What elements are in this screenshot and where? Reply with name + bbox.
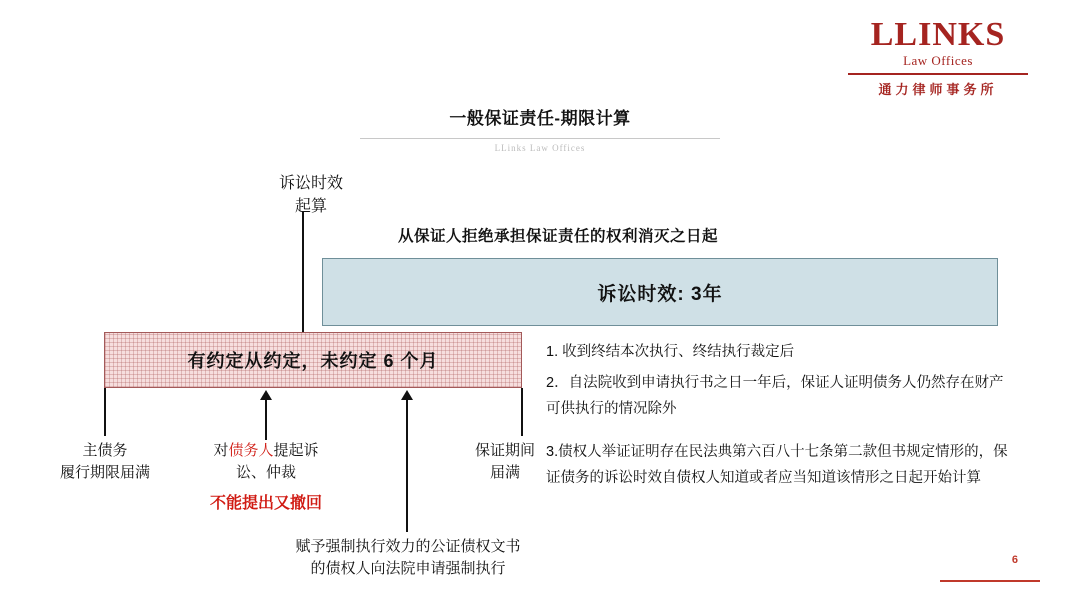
footer-accent-rule bbox=[940, 580, 1040, 582]
litigation-period-label: 诉讼时效: 3年 bbox=[597, 283, 723, 305]
guarantee-period-bar bbox=[104, 332, 522, 388]
title-subheading: LLinks Law Offices bbox=[494, 143, 586, 153]
logo-chinese-name: 通力律师事务所 bbox=[878, 82, 998, 97]
note-item-1: 1. 收到终结本次执行、终结执行裁定后 bbox=[546, 344, 795, 360]
main-debt-label-line1: 主债务 bbox=[82, 442, 128, 459]
litigation-start-label bbox=[246, 172, 376, 218]
litigation-start-marker-line bbox=[302, 212, 304, 332]
title-divider bbox=[360, 138, 720, 139]
notarized-arrow-base bbox=[406, 530, 408, 532]
guarantee-end-line2: 届满 bbox=[489, 463, 520, 481]
note-item-2: 2．自法院收到申请执行书之日一年后，保证人证明债务人仍然存在财产可供执行的情况除外 bbox=[546, 375, 1004, 417]
sue-debtor-line1 bbox=[176, 440, 356, 462]
litigation-period-bar bbox=[322, 258, 998, 326]
notarized-line2: 的债权人向法院申请强制执行 bbox=[310, 559, 506, 577]
main-debt-marker-line bbox=[104, 388, 106, 436]
guarantee-end-marker-line bbox=[521, 388, 523, 436]
blue-bar-header-note: 从保证人拒绝承担保证责任的权利消灭之日起 bbox=[398, 228, 719, 245]
notarized-line1: 赋予强制执行效力的公证债权文书 bbox=[295, 538, 521, 555]
sue-prefix: 对 bbox=[213, 442, 229, 459]
litigation-start-label-line2: 起算 bbox=[294, 198, 327, 216]
notes-list bbox=[546, 340, 1016, 497]
main-debt-label-line2: 履行期限届满 bbox=[59, 463, 150, 481]
sue-suffix: 提起诉 bbox=[273, 442, 319, 459]
note-item-3: 3.债权人举证证明存在民法典第六百八十七条第二款但书规定情形的，保证债务的诉讼时效自债权人知道或者应当知道该情形之日起开始计算 bbox=[546, 444, 1008, 486]
logo-divider bbox=[848, 73, 1028, 75]
guarantee-end-line1: 保证期间 bbox=[474, 442, 535, 459]
notarized-enforcement-label bbox=[218, 536, 598, 580]
logo-wordmark: LLINKS bbox=[870, 16, 1006, 53]
notarized-arrow-line bbox=[406, 400, 408, 530]
guarantee-period-label: 有约定从约定，未约定 6 个月 bbox=[187, 351, 439, 371]
company-logo bbox=[848, 18, 1028, 98]
no-withdraw-label: 不能提出又撤回 bbox=[209, 495, 322, 512]
sue-debtor-label bbox=[176, 440, 356, 484]
sue-debtor-line2: 讼、仲裁 bbox=[235, 463, 296, 481]
logo-subtitle: Law Offices bbox=[903, 53, 973, 68]
main-debt-label bbox=[40, 440, 170, 484]
notarized-arrow-head bbox=[401, 390, 413, 400]
litigation-start-label-line1: 诉讼时效 bbox=[278, 175, 343, 192]
sue-arrow-head bbox=[260, 390, 272, 400]
page-number: 6 bbox=[1011, 554, 1018, 566]
sue-debtor-highlight: 债务人 bbox=[228, 442, 274, 459]
title-block bbox=[340, 104, 740, 153]
sue-arrow-line bbox=[265, 400, 267, 440]
page-title: 一般保证责任-期限计算 bbox=[449, 109, 631, 128]
